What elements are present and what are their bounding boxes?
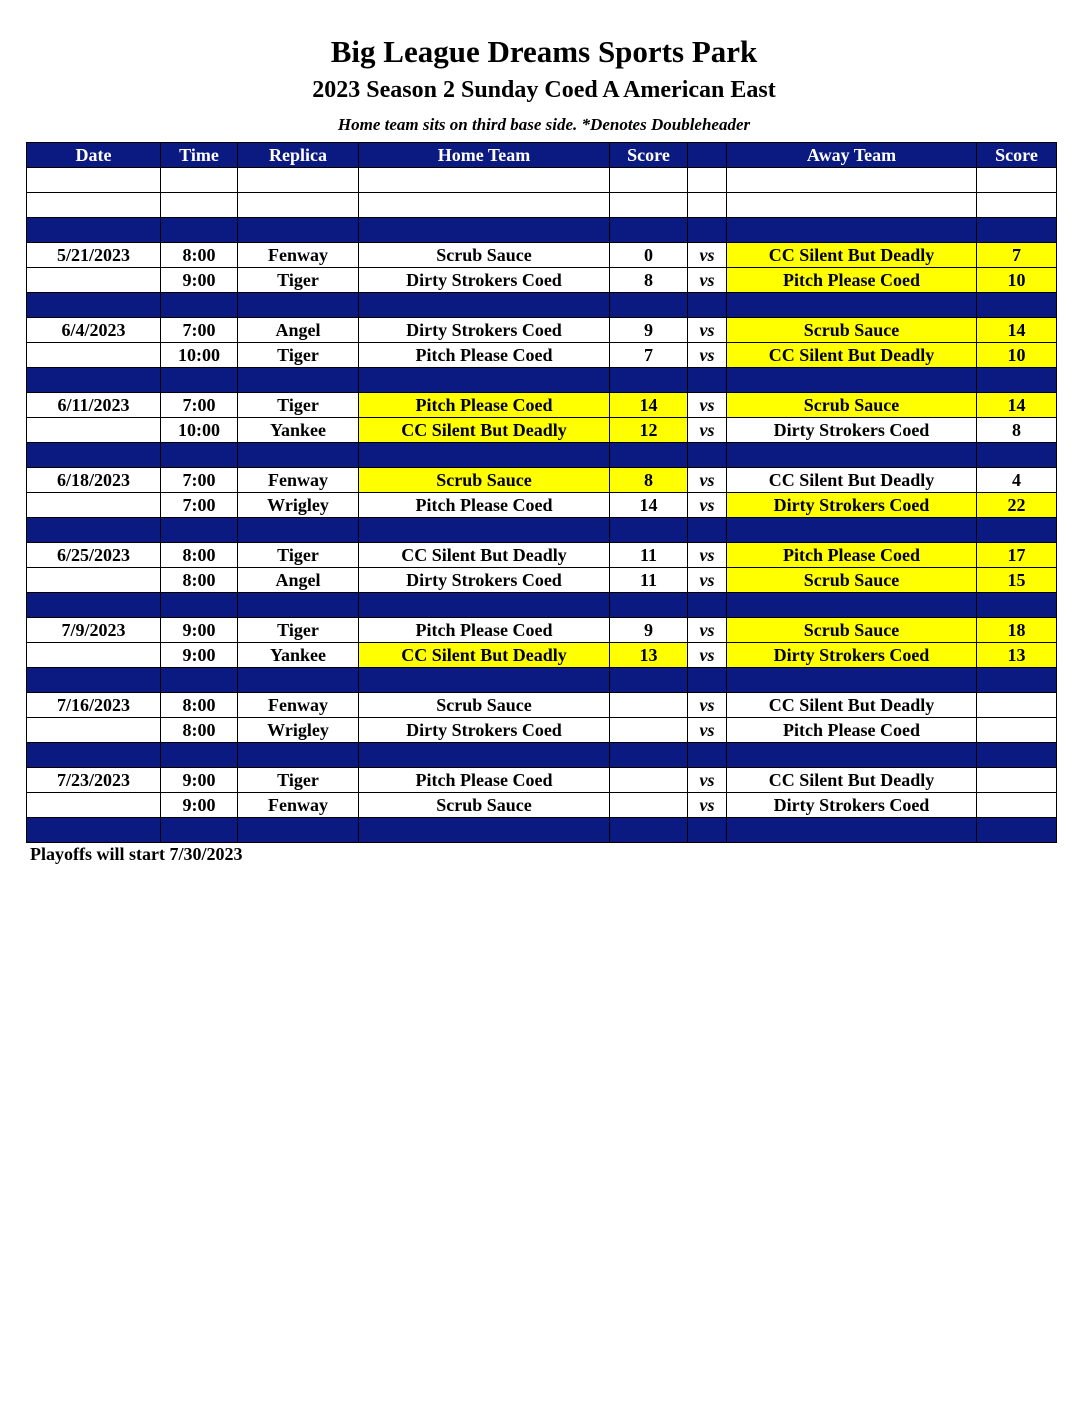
separator-row-cell bbox=[359, 293, 610, 318]
blank-row-cell bbox=[161, 193, 238, 218]
away-team-cell: CC Silent But Deadly bbox=[727, 243, 977, 268]
away-score-cell: 22 bbox=[977, 493, 1057, 518]
home-score-cell: 14 bbox=[610, 393, 688, 418]
time-cell: 7:00 bbox=[161, 468, 238, 493]
date-cell bbox=[27, 418, 161, 443]
separator-row-cell bbox=[27, 668, 161, 693]
separator-row-cell bbox=[977, 443, 1057, 468]
time-cell: 9:00 bbox=[161, 643, 238, 668]
separator-row-cell bbox=[359, 443, 610, 468]
separator-row-cell bbox=[977, 518, 1057, 543]
replica-cell: Fenway bbox=[238, 243, 359, 268]
home-team-cell: Pitch Please Coed bbox=[359, 393, 610, 418]
away-score-cell: 17 bbox=[977, 543, 1057, 568]
header-row bbox=[27, 143, 1057, 168]
separator-row-cell bbox=[688, 443, 727, 468]
home-score-cell bbox=[610, 693, 688, 718]
away-score-cell bbox=[977, 768, 1057, 793]
separator-row-cell bbox=[610, 218, 688, 243]
vs-cell: vs bbox=[688, 393, 727, 418]
date-cell: 6/25/2023 bbox=[27, 543, 161, 568]
away-score-cell bbox=[977, 693, 1057, 718]
separator-row-cell bbox=[688, 743, 727, 768]
separator-row-cell bbox=[610, 593, 688, 618]
replica-cell: Angel bbox=[238, 568, 359, 593]
header-date: Date bbox=[27, 143, 161, 168]
replica-cell: Yankee bbox=[238, 643, 359, 668]
time-cell: 9:00 bbox=[161, 768, 238, 793]
separator-row-cell bbox=[977, 368, 1057, 393]
away-team-cell: Scrub Sauce bbox=[727, 393, 977, 418]
separator-row bbox=[27, 218, 1057, 243]
blank-row-cell bbox=[238, 193, 359, 218]
home-team-cell: Pitch Please Coed bbox=[359, 343, 610, 368]
time-cell: 10:00 bbox=[161, 343, 238, 368]
home-team-cell: Dirty Strokers Coed bbox=[359, 568, 610, 593]
separator-row-cell bbox=[359, 218, 610, 243]
home-score-cell: 11 bbox=[610, 568, 688, 593]
schedule-table bbox=[26, 142, 1057, 843]
away-score-cell: 7 bbox=[977, 243, 1057, 268]
separator-row bbox=[27, 293, 1057, 318]
date-cell: 6/4/2023 bbox=[27, 318, 161, 343]
home-team-cell: Dirty Strokers Coed bbox=[359, 318, 610, 343]
replica-cell: Wrigley bbox=[238, 718, 359, 743]
separator-row bbox=[27, 593, 1057, 618]
game-row bbox=[27, 643, 1057, 668]
home-team-cell: Dirty Strokers Coed bbox=[359, 268, 610, 293]
date-cell: 6/11/2023 bbox=[27, 393, 161, 418]
game-row bbox=[27, 568, 1057, 593]
separator-row-cell bbox=[977, 743, 1057, 768]
home-score-cell: 8 bbox=[610, 268, 688, 293]
time-cell: 8:00 bbox=[161, 718, 238, 743]
schedule-note: Home team sits on third base side. *Denotes Doubleheader bbox=[337, 115, 751, 134]
home-team-cell: Scrub Sauce bbox=[359, 793, 610, 818]
date-cell bbox=[27, 493, 161, 518]
separator-row-cell bbox=[359, 368, 610, 393]
replica-cell: Tiger bbox=[238, 393, 359, 418]
home-score-cell: 0 bbox=[610, 243, 688, 268]
vs-cell: vs bbox=[688, 568, 727, 593]
separator-row-cell bbox=[161, 818, 238, 843]
separator-row-cell bbox=[727, 368, 977, 393]
vs-cell: vs bbox=[688, 768, 727, 793]
replica-cell: Tiger bbox=[238, 268, 359, 293]
blank-row-cell bbox=[27, 193, 161, 218]
separator-row-cell bbox=[27, 443, 161, 468]
away-team-cell: Pitch Please Coed bbox=[727, 718, 977, 743]
separator-row-cell bbox=[727, 668, 977, 693]
date-cell bbox=[27, 718, 161, 743]
separator-row-cell bbox=[238, 218, 359, 243]
page-title: Big League Dreams Sports Park bbox=[330, 34, 758, 69]
header-home-score: Score bbox=[610, 143, 688, 168]
separator-row-cell bbox=[977, 218, 1057, 243]
replica-cell: Tiger bbox=[238, 618, 359, 643]
away-score-cell: 4 bbox=[977, 468, 1057, 493]
time-cell: 7:00 bbox=[161, 493, 238, 518]
replica-cell: Tiger bbox=[238, 768, 359, 793]
vs-cell: vs bbox=[688, 718, 727, 743]
home-score-cell: 11 bbox=[610, 543, 688, 568]
separator-row-cell bbox=[238, 443, 359, 468]
replica-cell: Fenway bbox=[238, 793, 359, 818]
separator-row-cell bbox=[161, 743, 238, 768]
replica-cell: Fenway bbox=[238, 693, 359, 718]
blank-row bbox=[27, 168, 1057, 193]
home-score-cell: 12 bbox=[610, 418, 688, 443]
separator-row-cell bbox=[161, 368, 238, 393]
separator-row-cell bbox=[359, 593, 610, 618]
home-score-cell: 7 bbox=[610, 343, 688, 368]
blank-row-cell bbox=[727, 193, 977, 218]
date-cell bbox=[27, 343, 161, 368]
blank-row-cell bbox=[359, 168, 610, 193]
home-team-cell: Scrub Sauce bbox=[359, 243, 610, 268]
date-cell: 5/21/2023 bbox=[27, 243, 161, 268]
away-score-cell: 10 bbox=[977, 343, 1057, 368]
blank-row-cell bbox=[161, 168, 238, 193]
away-team-cell: Pitch Please Coed bbox=[727, 268, 977, 293]
blank-row-cell bbox=[610, 193, 688, 218]
home-score-cell: 9 bbox=[610, 318, 688, 343]
vs-cell: vs bbox=[688, 643, 727, 668]
header-time: Time bbox=[161, 143, 238, 168]
time-cell: 7:00 bbox=[161, 393, 238, 418]
separator-row-cell bbox=[727, 218, 977, 243]
separator-row-cell bbox=[359, 668, 610, 693]
away-team-cell: Dirty Strokers Coed bbox=[727, 493, 977, 518]
separator-row-cell bbox=[238, 368, 359, 393]
separator-row-cell bbox=[27, 518, 161, 543]
time-cell: 8:00 bbox=[161, 693, 238, 718]
date-cell: 7/9/2023 bbox=[27, 618, 161, 643]
game-row bbox=[27, 618, 1057, 643]
page-subtitle: 2023 Season 2 Sunday Coed A American East bbox=[312, 77, 776, 103]
away-team-cell: CC Silent But Deadly bbox=[727, 768, 977, 793]
date-cell bbox=[27, 568, 161, 593]
separator-row-cell bbox=[610, 443, 688, 468]
separator-row-cell bbox=[727, 818, 977, 843]
away-team-cell: CC Silent But Deadly bbox=[727, 468, 977, 493]
separator-row-cell bbox=[977, 593, 1057, 618]
home-team-cell: Scrub Sauce bbox=[359, 693, 610, 718]
blank-row-cell bbox=[977, 168, 1057, 193]
home-score-cell bbox=[610, 768, 688, 793]
header-away-score: Score bbox=[977, 143, 1057, 168]
time-cell: 7:00 bbox=[161, 318, 238, 343]
separator-row-cell bbox=[727, 293, 977, 318]
vs-cell: vs bbox=[688, 468, 727, 493]
home-team-cell: CC Silent But Deadly bbox=[359, 643, 610, 668]
away-team-cell: Dirty Strokers Coed bbox=[727, 418, 977, 443]
home-team-cell: Pitch Please Coed bbox=[359, 768, 610, 793]
vs-cell: vs bbox=[688, 343, 727, 368]
away-team-cell: Scrub Sauce bbox=[727, 618, 977, 643]
vs-cell: vs bbox=[688, 243, 727, 268]
away-team-cell: CC Silent But Deadly bbox=[727, 693, 977, 718]
time-cell: 10:00 bbox=[161, 418, 238, 443]
vs-cell: vs bbox=[688, 693, 727, 718]
game-row bbox=[27, 418, 1057, 443]
separator-row-cell bbox=[610, 743, 688, 768]
separator-row-cell bbox=[27, 743, 161, 768]
separator-row-cell bbox=[977, 293, 1057, 318]
playoffs-note: Playoffs will start 7/30/2023 bbox=[30, 844, 243, 864]
separator-row-cell bbox=[727, 518, 977, 543]
separator-row bbox=[27, 443, 1057, 468]
separator-row-cell bbox=[610, 818, 688, 843]
separator-row-cell bbox=[238, 593, 359, 618]
away-score-cell: 14 bbox=[977, 318, 1057, 343]
away-score-cell: 14 bbox=[977, 393, 1057, 418]
date-cell: 6/18/2023 bbox=[27, 468, 161, 493]
game-row bbox=[27, 693, 1057, 718]
away-score-cell: 10 bbox=[977, 268, 1057, 293]
separator-row-cell bbox=[27, 293, 161, 318]
date-cell bbox=[27, 268, 161, 293]
header-away-team: Away Team bbox=[727, 143, 977, 168]
home-score-cell: 13 bbox=[610, 643, 688, 668]
game-row bbox=[27, 243, 1057, 268]
date-cell: 7/23/2023 bbox=[27, 768, 161, 793]
game-row bbox=[27, 393, 1057, 418]
separator-row-cell bbox=[238, 293, 359, 318]
home-score-cell: 9 bbox=[610, 618, 688, 643]
home-score-cell bbox=[610, 718, 688, 743]
replica-cell: Tiger bbox=[238, 543, 359, 568]
away-team-cell: Dirty Strokers Coed bbox=[727, 643, 977, 668]
separator-row-cell bbox=[977, 818, 1057, 843]
away-team-cell: Scrub Sauce bbox=[727, 568, 977, 593]
separator-row bbox=[27, 668, 1057, 693]
separator-row-cell bbox=[610, 668, 688, 693]
game-row bbox=[27, 318, 1057, 343]
separator-row-cell bbox=[610, 368, 688, 393]
game-row bbox=[27, 268, 1057, 293]
separator-row-cell bbox=[977, 668, 1057, 693]
date-cell bbox=[27, 793, 161, 818]
time-cell: 8:00 bbox=[161, 243, 238, 268]
separator-row-cell bbox=[238, 518, 359, 543]
game-row bbox=[27, 468, 1057, 493]
home-score-cell bbox=[610, 793, 688, 818]
blank-row-cell bbox=[977, 193, 1057, 218]
separator-row-cell bbox=[238, 743, 359, 768]
separator-row-cell bbox=[161, 218, 238, 243]
separator-row-cell bbox=[359, 743, 610, 768]
blank-row-cell bbox=[27, 168, 161, 193]
game-row bbox=[27, 343, 1057, 368]
time-cell: 9:00 bbox=[161, 618, 238, 643]
separator-row-cell bbox=[27, 368, 161, 393]
replica-cell: Angel bbox=[238, 318, 359, 343]
away-team-cell: Scrub Sauce bbox=[727, 318, 977, 343]
replica-cell: Tiger bbox=[238, 343, 359, 368]
game-row bbox=[27, 793, 1057, 818]
separator-row-cell bbox=[161, 293, 238, 318]
separator-row-cell bbox=[610, 293, 688, 318]
separator-row-cell bbox=[27, 818, 161, 843]
separator-row-cell bbox=[27, 218, 161, 243]
replica-cell: Yankee bbox=[238, 418, 359, 443]
vs-cell: vs bbox=[688, 418, 727, 443]
time-cell: 8:00 bbox=[161, 568, 238, 593]
home-team-cell: Scrub Sauce bbox=[359, 468, 610, 493]
away-score-cell bbox=[977, 793, 1057, 818]
blank-row-cell bbox=[688, 168, 727, 193]
replica-cell: Wrigley bbox=[238, 493, 359, 518]
replica-cell: Fenway bbox=[238, 468, 359, 493]
away-score-cell: 8 bbox=[977, 418, 1057, 443]
separator-row-cell bbox=[727, 443, 977, 468]
away-team-cell: Pitch Please Coed bbox=[727, 543, 977, 568]
separator-row-cell bbox=[610, 518, 688, 543]
time-cell: 9:00 bbox=[161, 268, 238, 293]
vs-cell: vs bbox=[688, 318, 727, 343]
separator-row-cell bbox=[161, 668, 238, 693]
home-team-cell: CC Silent But Deadly bbox=[359, 418, 610, 443]
away-team-cell: Dirty Strokers Coed bbox=[727, 793, 977, 818]
vs-cell: vs bbox=[688, 493, 727, 518]
separator-row-cell bbox=[688, 293, 727, 318]
separator-row-cell bbox=[161, 518, 238, 543]
blank-row-cell bbox=[688, 193, 727, 218]
home-team-cell: Dirty Strokers Coed bbox=[359, 718, 610, 743]
game-row bbox=[27, 493, 1057, 518]
away-score-cell: 13 bbox=[977, 643, 1057, 668]
blank-row-cell bbox=[359, 193, 610, 218]
game-row bbox=[27, 543, 1057, 568]
away-team-cell: CC Silent But Deadly bbox=[727, 343, 977, 368]
separator-row-cell bbox=[688, 818, 727, 843]
schedule-body bbox=[27, 168, 1057, 843]
separator-row-cell bbox=[238, 668, 359, 693]
separator-row-cell bbox=[688, 368, 727, 393]
game-row bbox=[27, 718, 1057, 743]
separator-row-cell bbox=[688, 593, 727, 618]
separator-row bbox=[27, 743, 1057, 768]
header-vs bbox=[688, 143, 727, 168]
vs-cell: vs bbox=[688, 268, 727, 293]
separator-row-cell bbox=[688, 518, 727, 543]
separator-row-cell bbox=[688, 218, 727, 243]
header-home-team: Home Team bbox=[359, 143, 610, 168]
date-cell bbox=[27, 643, 161, 668]
header-replica: Replica bbox=[238, 143, 359, 168]
blank-row bbox=[27, 193, 1057, 218]
vs-cell: vs bbox=[688, 793, 727, 818]
home-score-cell: 8 bbox=[610, 468, 688, 493]
away-score-cell: 18 bbox=[977, 618, 1057, 643]
vs-cell: vs bbox=[688, 618, 727, 643]
separator-row-cell bbox=[359, 518, 610, 543]
time-cell: 9:00 bbox=[161, 793, 238, 818]
away-score-cell bbox=[977, 718, 1057, 743]
blank-row-cell bbox=[610, 168, 688, 193]
separator-row-cell bbox=[238, 818, 359, 843]
away-score-cell: 15 bbox=[977, 568, 1057, 593]
separator-row-cell bbox=[727, 743, 977, 768]
separator-row bbox=[27, 818, 1057, 843]
separator-row-cell bbox=[727, 593, 977, 618]
home-score-cell: 14 bbox=[610, 493, 688, 518]
separator-row-cell bbox=[359, 818, 610, 843]
separator-row-cell bbox=[161, 593, 238, 618]
home-team-cell: Pitch Please Coed bbox=[359, 493, 610, 518]
blank-row-cell bbox=[727, 168, 977, 193]
home-team-cell: CC Silent But Deadly bbox=[359, 543, 610, 568]
separator-row-cell bbox=[161, 443, 238, 468]
time-cell: 8:00 bbox=[161, 543, 238, 568]
home-team-cell: Pitch Please Coed bbox=[359, 618, 610, 643]
separator-row bbox=[27, 518, 1057, 543]
date-cell: 7/16/2023 bbox=[27, 693, 161, 718]
separator-row-cell bbox=[688, 668, 727, 693]
separator-row-cell bbox=[27, 593, 161, 618]
vs-cell: vs bbox=[688, 543, 727, 568]
blank-row-cell bbox=[238, 168, 359, 193]
separator-row bbox=[27, 368, 1057, 393]
game-row bbox=[27, 768, 1057, 793]
